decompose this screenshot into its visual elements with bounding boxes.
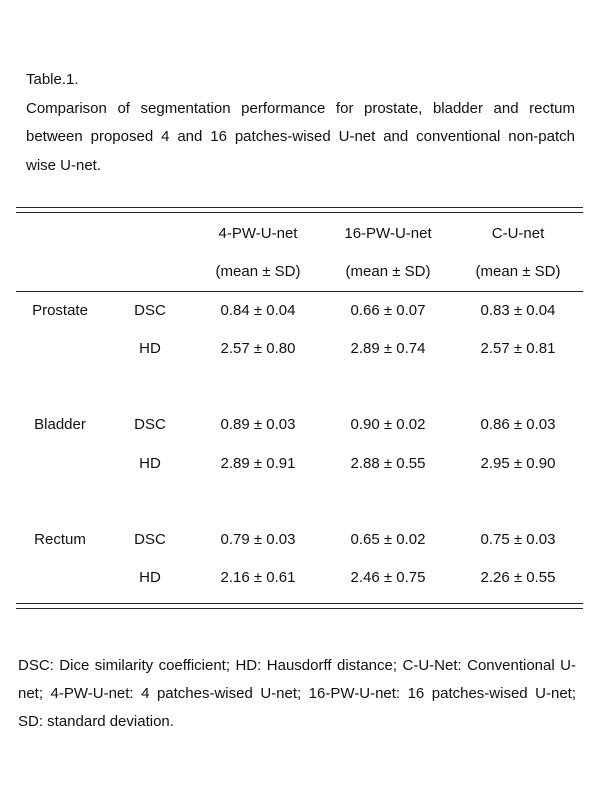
table-cell: 2.16 ± 0.61	[220, 569, 296, 586]
table-footnote: DSC: Dice similarity coefficient; HD: Hausdorff distance; C-U-Net: Conventional U-net; 4-PW-U-net: 4 patches-wised U-net; 16-PW-U-net: 16 patches-wised U-net; SD: standard deviation.	[18, 657, 576, 730]
column-subheader: (mean ± SD)	[215, 263, 301, 280]
table-cell: 2.95 ± 0.90	[480, 455, 556, 472]
column-header: C-U-net	[491, 225, 545, 242]
table-cell: 2.26 ± 0.55	[480, 569, 556, 586]
table-top-rule	[16, 207, 583, 208]
table-cell: 0.89 ± 0.03	[220, 416, 296, 433]
column-header: 16-PW-U-net	[344, 225, 432, 242]
table-bottom-rule-2	[16, 608, 583, 609]
metric-label: DSC	[134, 302, 166, 319]
table-caption	[26, 66, 575, 180]
column-subheader: (mean ± SD)	[475, 263, 561, 280]
caption-title: Table.1.	[26, 71, 79, 88]
column-subheader: (mean ± SD)	[345, 263, 431, 280]
metric-label: HD	[139, 340, 161, 357]
organ-label: Rectum	[34, 531, 86, 548]
table-cell: 0.83 ± 0.04	[480, 302, 556, 319]
table-cell: 2.89 ± 0.74	[350, 340, 426, 357]
table-cell: 2.57 ± 0.80	[220, 340, 296, 357]
column-header: 4-PW-U-net	[218, 225, 298, 242]
table-cell: 0.79 ± 0.03	[220, 531, 296, 548]
table-bottom-rule	[16, 603, 583, 604]
metric-label: DSC	[134, 531, 166, 548]
table-cell: 0.90 ± 0.02	[350, 416, 426, 433]
table-cell: 0.75 ± 0.03	[480, 531, 556, 548]
table-cell: 0.86 ± 0.03	[480, 416, 556, 433]
table-cell: 0.84 ± 0.04	[220, 302, 296, 319]
header-rule	[16, 291, 583, 292]
metric-label: DSC	[134, 416, 166, 433]
metric-label: HD	[139, 455, 161, 472]
table-cell: 2.46 ± 0.75	[350, 569, 426, 586]
caption-text: Comparison of segmentation performance for prostate, bladder and rectum between proposed 4 and 16 patches-wised U-net and conventional non-patch wise U-net.	[26, 99, 575, 174]
table-cell: 0.66 ± 0.07	[350, 302, 426, 319]
table-cell: 2.88 ± 0.55	[350, 455, 426, 472]
organ-label: Bladder	[34, 416, 86, 433]
organ-label: Prostate	[32, 302, 88, 319]
metric-label: HD	[139, 569, 161, 586]
table-cell: 2.57 ± 0.81	[480, 340, 556, 357]
table-cell: 2.89 ± 0.91	[220, 455, 296, 472]
table-top-rule-2	[16, 212, 583, 213]
table-cell: 0.65 ± 0.02	[350, 531, 426, 548]
